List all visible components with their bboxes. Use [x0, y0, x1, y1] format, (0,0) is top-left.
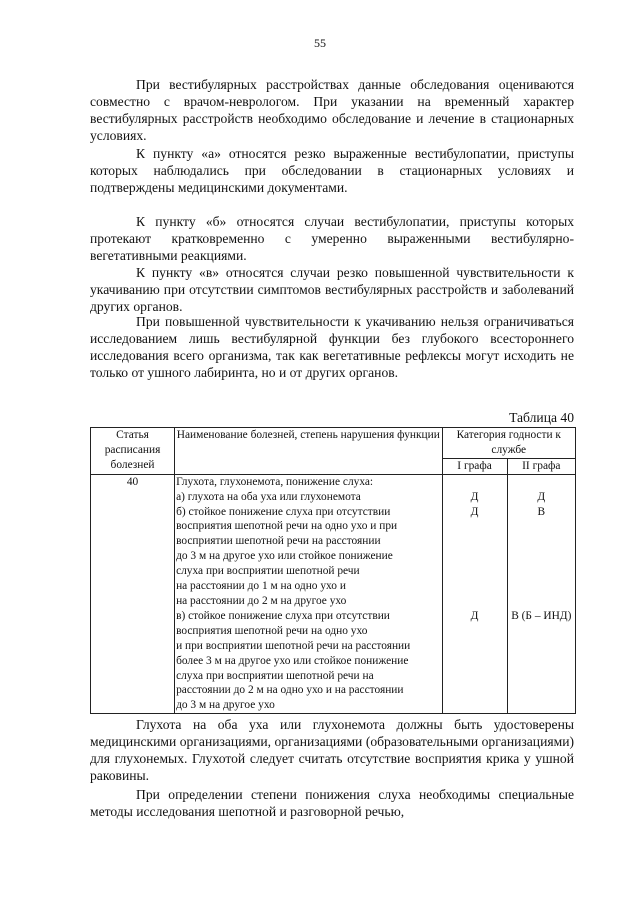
name-line: а) глухота на оба уха или глухонемота — [176, 490, 361, 503]
graph-2-value — [509, 668, 574, 683]
graph-1-value — [444, 639, 506, 654]
graph-2-value — [509, 475, 574, 490]
graph-1-value — [444, 624, 506, 639]
graph-2-value — [509, 698, 574, 713]
name-line: восприятия шепотной речи на одно ухо и при — [176, 520, 398, 533]
graph-1-value — [444, 564, 506, 579]
name-line: и при восприятии шепотной речи на расстоянии — [176, 639, 411, 652]
graph-2-value — [509, 534, 574, 549]
paragraph-vestibular-assessment: При вестибулярных расстройствах данные обследования оцениваются совместно с врачом-неврологом. При указании на временный характер вестибулярных расстройств необходимо обследование и лечение в стационарных условиях. — [90, 77, 574, 143]
graph-1-value — [444, 698, 506, 713]
graph-2-value — [509, 519, 574, 534]
graph-1-value — [444, 579, 506, 594]
name-line: в) стойкое понижение слуха при отсутствии — [176, 609, 390, 622]
disease-name-cell — [175, 474, 442, 714]
name-line: Глухота, глухонемота, понижение слуха: — [176, 475, 374, 488]
name-line: до 3 м на другое ухо или стойкое понижение — [176, 550, 393, 563]
header-category: Категория годности к службе — [442, 428, 575, 459]
name-line: б) стойкое понижение слуха при отсутствии — [176, 505, 391, 518]
header-graph-2: II графа — [507, 458, 575, 474]
graph-1-cell — [442, 474, 507, 714]
graph-1-value — [444, 549, 506, 564]
graph-1-value — [444, 534, 506, 549]
table-row — [91, 474, 576, 714]
name-line: расстоянии до 2 м на одно ухо и на расстоянии — [176, 684, 404, 697]
table-header-row — [91, 428, 576, 459]
name-line: на расстоянии до 2 м на другое ухо — [176, 594, 347, 607]
header-graph-1: I графа — [442, 458, 507, 474]
name-line: на расстоянии до 1 м на одно ухо и — [176, 580, 346, 593]
table-caption: Таблица 40 — [509, 410, 574, 425]
graph-1-value — [444, 653, 506, 668]
article-number: 40 — [91, 474, 175, 714]
graph-1-value — [444, 519, 506, 534]
paragraph-item-v: К пункту «в» относятся случаи резко повышенной чувствительности к укачиванию при отсутствии симптомов вестибулярных расстройств и заболеваний других органов. — [90, 265, 574, 314]
graph-1-value — [444, 475, 506, 490]
graph-2-value — [509, 564, 574, 579]
graph-2-value — [509, 549, 574, 564]
name-line: более 3 м на другое ухо или стойкое понижение — [176, 654, 409, 667]
graph-1-value — [444, 594, 506, 609]
graph-1-value: Д — [470, 609, 479, 622]
paragraph-hearing-methods: При определении степени понижения слуха необходимы специальные методы исследования шепотной и разговорной речью, — [90, 787, 574, 819]
name-line: восприятия шепотной речи на одно ухо — [176, 624, 368, 637]
graph-2-value — [509, 683, 574, 698]
graph-2-value: В (Б – ИНД) — [511, 609, 572, 622]
paragraph-deafness: Глухота на оба уха или глухонемота должны быть удостоверены медицинскими организациями, организациями (образовательными организациями) для глухонемых. Глухотой следует считать отсутствие восприятия крика у ушной раковины. — [90, 717, 574, 783]
paragraph-motion-sensitivity: При повышенной чувствительности к укачиванию нельзя ограничиваться исследованием лишь вестибулярной функции без глубокого всестороннего исследования всего организма, так как вегетативные рефлексы могут исходить не только от ушного лабиринта, но и от других органов. — [90, 314, 574, 380]
graph-1-value — [444, 683, 506, 698]
graph-2-cell — [507, 474, 575, 714]
graph-2-value — [509, 594, 574, 609]
graph-1-value: Д — [470, 505, 479, 518]
graph-2-value — [509, 579, 574, 594]
name-line: слуха при восприятии шепотной речи — [176, 565, 360, 578]
graph-1-value: Д — [470, 490, 479, 503]
graph-2-value — [509, 639, 574, 654]
graph-2-value — [509, 624, 574, 639]
header-article: Статья расписания болезней — [91, 428, 175, 475]
graph-2-value — [509, 653, 574, 668]
paragraph-item-a: К пункту «а» относятся резко выраженные вестибулопатии, приступы которых наблюдались при обследовании в стационарных условиях и подтверждены медицинскими документами. — [90, 146, 574, 195]
name-line: до 3 м на другое ухо — [176, 699, 275, 712]
name-line: слуха при восприятии шепотной речи на — [176, 669, 374, 682]
page-number: 55 — [314, 36, 326, 50]
graph-2-value: В — [537, 505, 546, 518]
graph-1-value — [444, 668, 506, 683]
graph-2-value: Д — [537, 490, 546, 503]
name-line: восприятии шепотной речи на расстоянии — [176, 535, 381, 548]
paragraph-item-b: К пункту «б» относятся случаи вестибулопатии, приступы которых протекают кратковременно с умеренно выраженными вестибулярно-вегетативными реакциями. — [90, 214, 574, 263]
header-name: Наименование болезней, степень нарушения функции — [175, 428, 442, 475]
disease-table — [90, 427, 576, 714]
